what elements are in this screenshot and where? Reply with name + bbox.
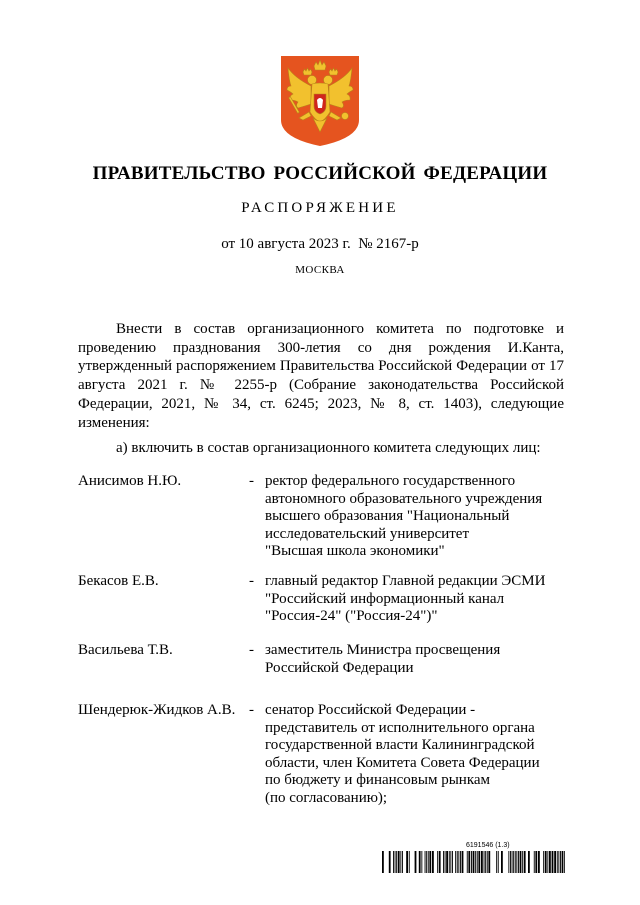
role-line: "Высшая школа экономики" (265, 543, 445, 559)
role-line: Российской Федерации (265, 659, 414, 676)
barcode-icon (382, 851, 565, 873)
date-line (0, 236, 640, 253)
role-line: (по согласованию); (265, 789, 388, 806)
intro-line: и проведению празднования 300-летия со дня рождения И.Канта, (78, 321, 565, 356)
role-line: по бюджету и финансовым рынкам (265, 772, 491, 788)
role-line: высшего образования "Национальный (265, 508, 510, 524)
intro-line: утвержденный распоряжением Правительства Российской Федерации (78, 358, 528, 375)
page-title: ПРАВИТЕЛЬСТВО РОССИЙСКОЙ ФЕДЕРАЦИИ (92, 163, 548, 184)
intro-line: Внести в состав организационного комитета по подготовке (116, 321, 544, 337)
document-number: № 2167-р (358, 236, 419, 252)
coat-of-arms-icon (281, 56, 359, 146)
role-line: представитель от исполнительного органа (265, 719, 535, 736)
member-dash: - (249, 642, 254, 658)
role-line: "Россия-24" ("Россия-24")" (265, 608, 438, 624)
role-line: ректор федерального государственного (265, 473, 516, 489)
intro-line: от 17 августа 2021 г. № 2255-р (Собрание законодательства Российской (78, 358, 564, 394)
document-date: от 10 августа 2023 г. (221, 236, 351, 252)
intro-paragraph (78, 320, 564, 432)
document-type: РАСПОРЯЖЕНИЕ (241, 200, 399, 216)
role-line: исследовательский университет (265, 525, 470, 542)
member-name: Шендерюк-Жидков А.В. (78, 702, 236, 718)
role-line: сенатор Российской Федерации - (265, 702, 476, 718)
member-name: Анисимов Н.Ю. (78, 473, 182, 489)
city: МОСКВА (295, 264, 345, 276)
member-role (265, 473, 565, 561)
member-dash: - (249, 702, 254, 718)
role-line: главный редактор Главной редакции ЭСМИ (265, 573, 546, 589)
intro-line: изменения: (78, 414, 150, 431)
subitem-a: а) включить в состав организационного комитета следующих лиц: (116, 440, 541, 456)
role-line: области, член Комитета Совета Федерации (265, 754, 540, 771)
intro-line: Федерации, 2021, № 34, ст. 6245; 2023, № 8, ст. 1403), следующие (78, 395, 564, 412)
member-dash: - (249, 473, 254, 489)
role-line: государственной власти Калининградской (265, 737, 535, 753)
role-line: автономного образовательного учреждения (265, 490, 543, 507)
member-role (265, 573, 565, 626)
role-line: "Российский информационный канал (265, 590, 505, 607)
member-role (265, 642, 565, 677)
member-name: Васильева Т.В. (78, 642, 173, 658)
member-name: Бекасов Е.В. (78, 573, 159, 589)
barcode-number: 6191546 (1.3) (466, 842, 510, 849)
role-line: заместитель Министра просвещения (265, 642, 501, 658)
member-dash: - (249, 573, 254, 589)
member-role (265, 702, 565, 807)
